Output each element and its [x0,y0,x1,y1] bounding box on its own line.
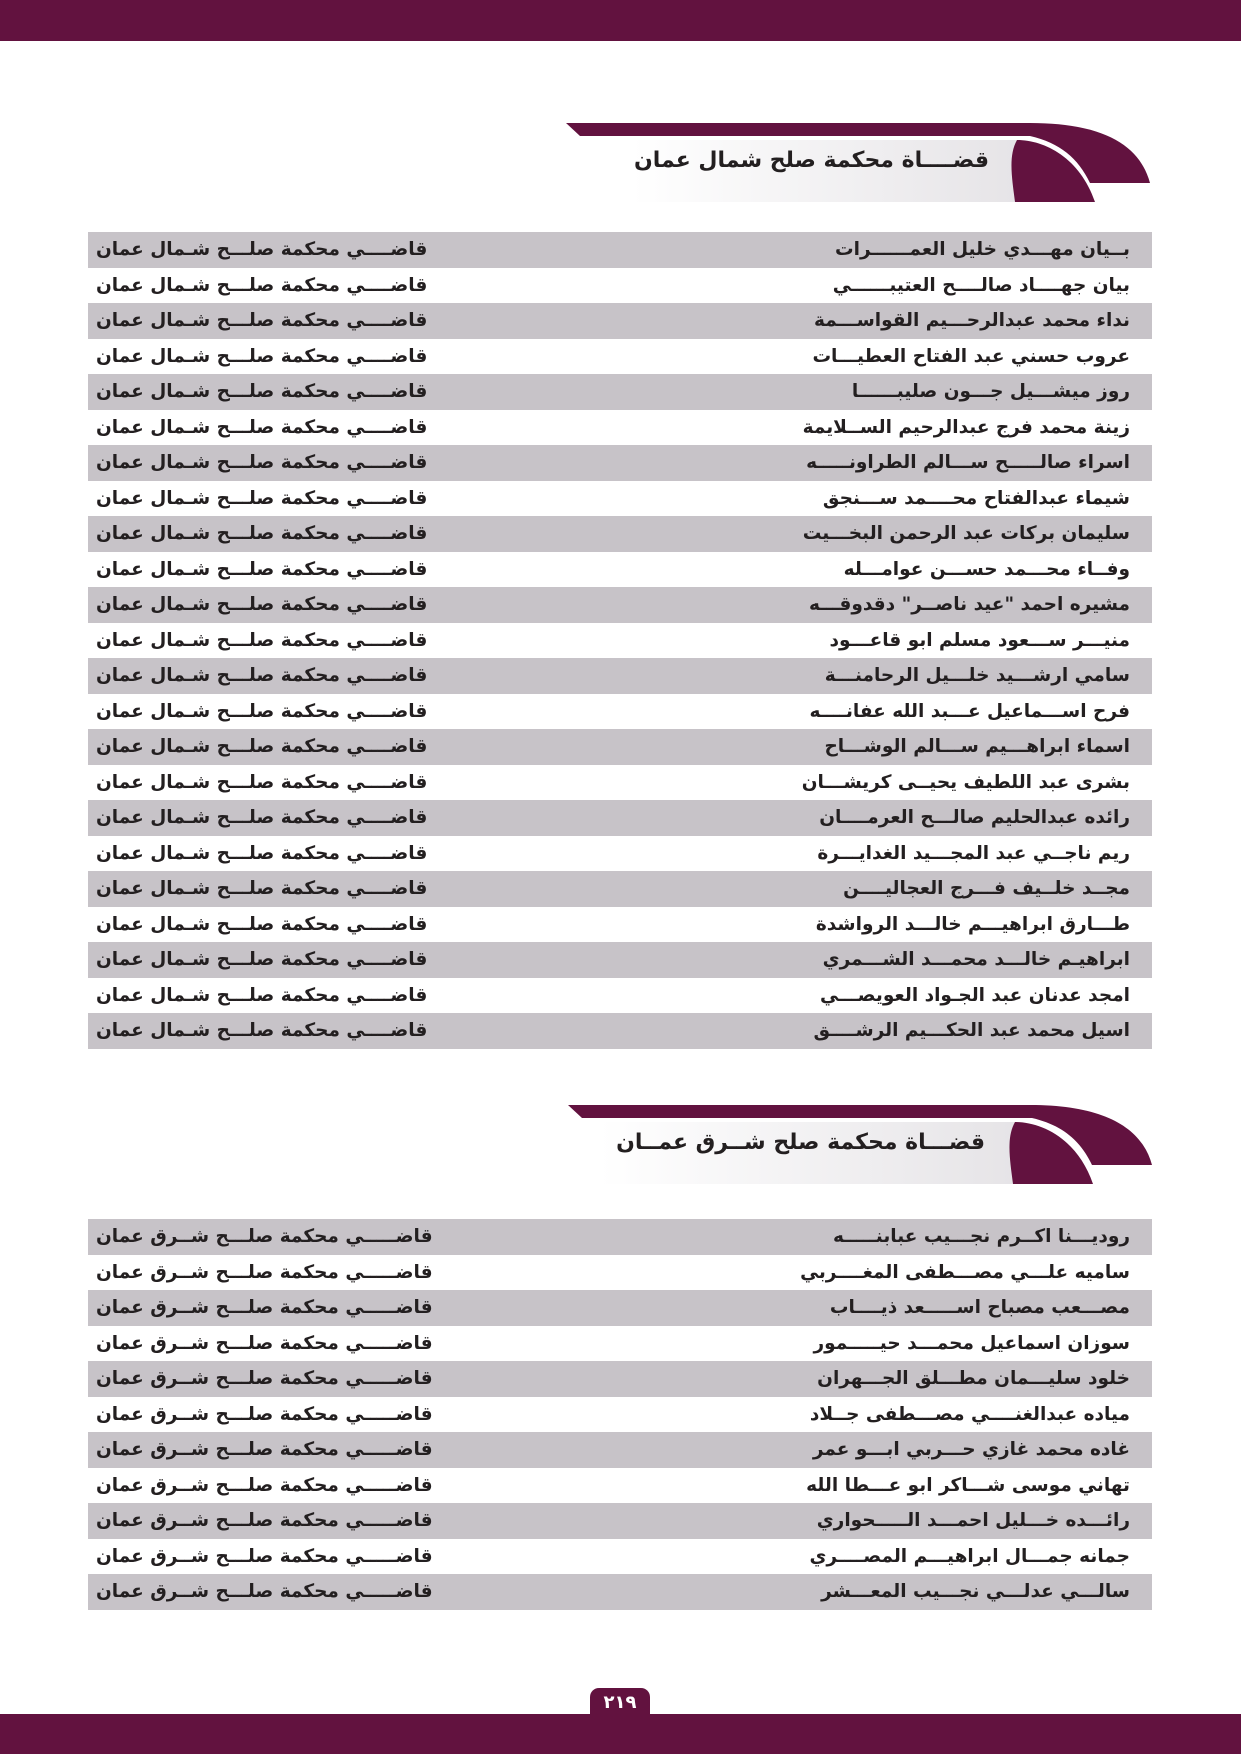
judge-name: روز ميشـــيل جـــون صليبــــــا [851,381,1130,402]
table-row [88,729,1152,765]
section-title: قضــــاة محكمة صلح شمال عمان [633,148,989,173]
judge-title: قاضــــي محكمة صلـــح شـمال عمان [96,416,428,438]
table-row [88,587,1152,623]
judge-name: اسماء ابراهـــيم ســـالم الوشـــاح [824,736,1130,757]
judge-name: سليمان بركات عبد الرحمن البخـــيت [802,523,1130,544]
judge-title: قاضــــي محكمة صلـــح شـمال عمان [96,665,428,686]
judge-name: سالـــي عدلـــي نجـــيب المعـــشر [821,1581,1130,1602]
table-row [88,1539,1152,1575]
judge-name: مياده عبدالغنــــي مصـــطفى جــلاد [809,1403,1130,1425]
judge-name: نداء محمد عبدالرحـــيم القواســـمة [814,310,1130,331]
table-row [88,516,1152,552]
table-row [88,942,1152,978]
judge-name: رائـــده خـــليل احمـــد الـــــحواري [816,1510,1130,1531]
judge-name: خلود سليـــمان مطـــلق الجـــهران [817,1368,1130,1389]
judge-title: قاضــــي محكمة صلـــح شـمال عمان [96,842,428,864]
judge-name: طـــارق ابراهيـــم خالـــد الرواشدة [815,913,1130,935]
section-title: قضـــاة محكمة صلح شــرق عمــان [616,1130,985,1155]
table-row [88,623,1152,659]
judge-name: سامي ارشـــيد خلـــيل الرحامنـــة [824,665,1130,686]
table-row [88,481,1152,517]
judge-title: قاضــــي محكمة صلـــح شـمال عمان [96,807,428,828]
judge-name: جمانه جمـــال ابراهيـــم المصــــري [809,1545,1130,1567]
table-row [88,658,1152,694]
table-row [88,1468,1152,1504]
table-row [88,552,1152,588]
page-number: ٢١٩ [590,1688,650,1718]
table-row [88,1503,1152,1539]
judge-name: بــيان مهـــدي خليل العمــــــرات [835,239,1130,260]
section-header-ribbon [0,118,1241,208]
judge-name: غاده محمد غازي حـــربي ابـــو عمر [812,1439,1130,1460]
judges-table-north-amman [88,232,1152,1049]
judge-name: تهاني موسى شـــاكر ابو عـــطا الله [806,1474,1130,1496]
table-row [88,765,1152,801]
judge-title: قاضـــــي محكمة صلـــح شــرق عمان [96,1439,433,1460]
judge-name: مصـــعب مصباح اســـــعد ذيــــاب [829,1297,1130,1318]
judge-title: قاضــــي محكمة صلـــح شـمال عمان [96,949,428,970]
judge-title: قاضـــــي محكمة صلـــح شــرق عمان [96,1403,433,1425]
judge-name: بيان جهــــاد صالــــح العتيبــــــي [832,274,1130,296]
judge-title: قاضـــــي محكمة صلـــح شــرق عمان [96,1261,433,1283]
table-row [88,1397,1152,1433]
table-row [88,836,1152,872]
judge-title: قاضــــي محكمة صلـــح شـمال عمان [96,345,428,367]
judge-title: قاضـــــي محكمة صلـــح شــرق عمان [96,1474,433,1496]
judge-title: قاضـــــي محكمة صلـــح شــرق عمان [96,1332,433,1354]
table-row [88,339,1152,375]
judge-title: قاضــــي محكمة صلـــح شـمال عمان [96,487,428,509]
table-row [88,232,1152,268]
table-row [88,268,1152,304]
judge-name: ابراهيـم خالـــد محمـــد الشـــمري [822,949,1130,970]
judge-name: سوزان اسماعيل محمـــد حيـــــمور [813,1332,1130,1354]
table-row [88,1219,1152,1255]
table-row [88,374,1152,410]
table-row [88,871,1152,907]
judge-name: مشيره احمد "عيد ناصــر" دقدوقـــه [809,594,1130,615]
judge-title: قاضــــي محكمة صلـــح شـمال عمان [96,558,428,580]
judge-title: قاضــــي محكمة صلـــح شـمال عمان [96,239,428,260]
judge-title: قاضــــي محكمة صلـــح شـمال عمان [96,878,428,899]
table-row [88,1290,1152,1326]
judge-title: قاضـــــي محكمة صلـــح شــرق عمان [96,1297,433,1318]
judge-title: قاضـــــي محكمة صلـــح شــرق عمان [96,1510,433,1531]
table-row [88,303,1152,339]
judge-title: قاضــــي محكمة صلـــح شـمال عمان [96,381,428,402]
judge-title: قاضــــي محكمة صلـــح شـمال عمان [96,771,428,793]
judge-name: اسراء صالـــــح ســـالم الطراونـــــه [806,452,1130,473]
table-row [88,445,1152,481]
judge-title: قاضــــي محكمة صلـــح شـمال عمان [96,629,428,651]
judge-title: قاضـــــي محكمة صلـــح شــرق عمان [96,1545,433,1567]
judge-name: امجد عدنان عبد الجـواد العويصـــي [819,984,1130,1006]
judge-title: قاضــــي محكمة صلـــح شـمال عمان [96,452,428,473]
judge-title: قاضــــي محكمة صلـــح شـمال عمان [96,310,428,331]
table-row [88,1361,1152,1397]
table-row [88,1255,1152,1291]
judge-name: فرح اســـماعيل عـــبد الله عفانــــه [809,700,1130,722]
judge-title: قاضــــي محكمة صلـــح شـمال عمان [96,523,428,544]
judge-title: قاضــــي محكمة صلـــح شـمال عمان [96,700,428,722]
judge-name: وفــاء محـــمد حســـن عوامـــله [843,558,1130,580]
judge-name: اسيل محمد عبد الحكـــيم الرشــــق [813,1020,1130,1041]
section-header-east-amman [0,1100,1241,1190]
judge-name: رائده عبدالحليم صالـــح العرمــــان [819,807,1130,828]
judge-name: ساميه علـــي مصـــطفى المغــــربي [800,1261,1130,1283]
table-row [88,1013,1152,1049]
judge-title: قاضــــي محكمة صلـــح شـمال عمان [96,736,428,757]
table-row [88,978,1152,1014]
section-header-north-amman [0,118,1241,208]
table-row [88,410,1152,446]
judge-title: قاضــــي محكمة صلـــح شـمال عمان [96,594,428,615]
judge-name: عروب حسني عبد الفتاح العطيـــات [812,345,1130,367]
table-row [88,1432,1152,1468]
judge-name: شيماء عبدالفتاح محــــمد ســـنجق [822,487,1130,509]
judge-name: مجــد خلــيف فـــرج العجاليــــن [843,878,1130,899]
table-row [88,1574,1152,1610]
judge-name: روديـــنا اكــرم نجـــيب عبابنـــــه [832,1226,1130,1247]
judge-title: قاضـــــي محكمة صلـــح شــرق عمان [96,1368,433,1389]
top-banner [0,0,1241,41]
judge-name: منيـــر ســـعود مسلم ابو قاعـــود [829,629,1130,651]
judge-title: قاضـــــي محكمة صلـــح شــرق عمان [96,1226,433,1247]
table-row [88,907,1152,943]
judge-title: قاضــــي محكمة صلـــح شـمال عمان [96,913,428,935]
judge-title: قاضــــي محكمة صلـــح شـمال عمان [96,984,428,1006]
judge-name: ريم ناجــي عبد المجـــيد الغدايـــرة [817,842,1130,864]
table-row [88,1326,1152,1362]
judge-title: قاضـــــي محكمة صلـــح شــرق عمان [96,1581,433,1602]
table-row [88,694,1152,730]
judge-title: قاضــــي محكمة صلـــح شـمال عمان [96,274,428,296]
judge-name: بشرى عبد اللطيف يحيــى كريشـــان [801,771,1130,793]
judges-table-east-amman [88,1219,1152,1610]
judge-title: قاضــــي محكمة صلـــح شـمال عمان [96,1020,428,1041]
bottom-banner [0,1714,1241,1754]
table-row [88,800,1152,836]
judge-name: زينة محمد فرج عبدالرحيم الســلايمة [802,416,1130,438]
